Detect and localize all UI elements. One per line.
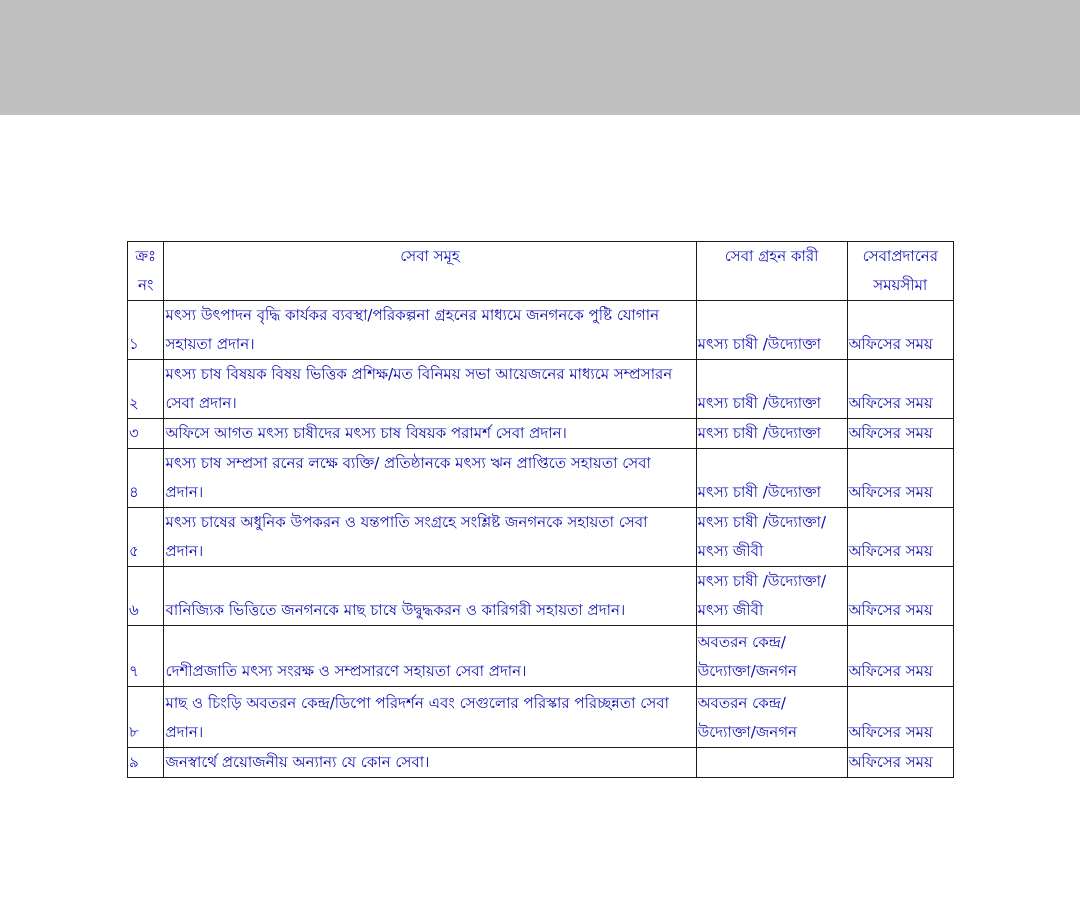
- receiver-text-line1: মৎস্য চাষী /উদ্যোক্তা/: [697, 513, 827, 531]
- table-row: [128, 508, 954, 567]
- table-row: [128, 301, 954, 360]
- table-header-row: [128, 242, 954, 301]
- table-row: [128, 748, 954, 778]
- receiver-cell: [696, 626, 847, 687]
- service-text-line1: মৎস্য চাষ বিষয়ক বিষয় ভিত্তিক প্রশিক্ষ/মত বিনিময় সভা আয়েজনের মাধ্যমে সম্প্রসারন: [165, 365, 673, 383]
- header-service-label: সেবা সমূহ: [400, 247, 460, 265]
- table-row: [128, 360, 954, 419]
- table-row: [128, 567, 954, 626]
- receiver-cell: [696, 419, 847, 449]
- receiver-text-line2: মৎস্য জীবী: [697, 542, 764, 560]
- service-cell: [164, 301, 696, 360]
- receiver-text-line1: মৎস্য চাষী /উদ্যোক্তা/: [697, 572, 827, 590]
- service-text-line2: প্রদান।: [165, 723, 204, 741]
- receiver-text-line1: অবতরন কেন্দ্র/: [697, 694, 786, 712]
- service-text-line2: অফিসে আগত মৎস্য চাষীদের মৎস্য চাষ বিষয়ক পরামর্শ সেবা প্রদান।: [165, 424, 567, 442]
- serial-cell: ২: [128, 360, 164, 419]
- header-time: [847, 242, 953, 301]
- service-text-line1: মৎস্য উৎপাদন বৃদ্ধি কার্যকর ব্যবস্থা/পরিকল্পনা গ্রহনের মাধ্যমে জনগনকে পুষ্টি যোগান: [165, 306, 660, 324]
- header-serial: [128, 242, 164, 301]
- service-text-line2: দেশীপ্রজাতি মৎস্য সংরক্ষ ও সম্প্রসারণে সহায়তা সেবা প্রদান।: [165, 662, 527, 680]
- receiver-text-line2: মৎস্য চাষী /উদ্যোক্তা: [697, 335, 821, 353]
- service-text-line2: সহায়তা প্রদান।: [165, 335, 255, 353]
- service-cell: [164, 687, 696, 748]
- header-serial-line2: নং: [138, 276, 154, 294]
- service-cell: [164, 567, 696, 626]
- service-text-line2: বানিজ্যিক ভিত্তিতে জনগনকে মাছ চাষে উদ্বুদ্ধকরন ও কারিগরী সহায়তা প্রদান।: [165, 601, 626, 619]
- receiver-cell: [696, 748, 847, 778]
- receiver-cell: [696, 508, 847, 567]
- receiver-cell: [696, 567, 847, 626]
- service-text-line2: প্রদান।: [165, 483, 204, 501]
- header-serial-line1: ক্রঃ: [135, 247, 157, 265]
- receiver-cell: [696, 301, 847, 360]
- table-row: [128, 626, 954, 687]
- services-table: [127, 241, 954, 778]
- service-text-line2: সেবা প্রদান।: [165, 394, 237, 412]
- receiver-text-line1: অবতরন কেন্দ্র/: [697, 633, 786, 651]
- serial-cell: ৩: [128, 419, 164, 449]
- service-cell: [164, 748, 696, 778]
- receiver-text-line2: মৎস্য চাষী /উদ্যোক্তা: [697, 394, 821, 412]
- receiver-cell: [696, 687, 847, 748]
- service-text-line2: জনস্বার্থে প্রয়োজনীয় অন্যান্য যে কোন সেবা।: [165, 753, 430, 771]
- time-cell: অফিসের সময়: [847, 508, 953, 567]
- header-receiver: [696, 242, 847, 301]
- service-text-line1: মৎস্য চাষ সম্প্রসা রনের লক্ষে ব্যক্তি/ প্রতিষ্ঠানকে মৎস্য ঋন প্রাপ্তিতে সহায়তা সেবা: [165, 454, 651, 472]
- service-text-line1: মৎস্য চাষের অধুনিক উপকরন ও যন্তপাতি সংগ্রহে সংশ্লিষ্ট জনগনকে সহায়তা সেবা: [165, 513, 648, 531]
- time-cell: অফিসের সময়: [847, 360, 953, 419]
- service-cell: [164, 508, 696, 567]
- service-cell: [164, 626, 696, 687]
- header-service: [164, 242, 696, 301]
- top-gray-band: [0, 0, 1080, 115]
- time-cell: অফিসের সময়: [847, 567, 953, 626]
- serial-cell: ৪: [128, 449, 164, 508]
- table-row: [128, 419, 954, 449]
- serial-cell: ১: [128, 301, 164, 360]
- serial-cell: ৮: [128, 687, 164, 748]
- header-receiver-label: সেবা গ্রহন কারী: [724, 247, 819, 265]
- service-cell: [164, 419, 696, 449]
- time-cell: অফিসের সময়: [847, 449, 953, 508]
- service-text-line2: প্রদান।: [165, 542, 204, 560]
- serial-cell: ৫: [128, 508, 164, 567]
- receiver-text-line2: উদ্যোক্তা/জনগন: [697, 723, 797, 741]
- receiver-cell: [696, 449, 847, 508]
- time-cell: অফিসের সময়: [847, 419, 953, 449]
- service-text-line1: মাছ ও চিংড়ি অবতরন কেন্দ্র/ডিপো পরিদর্শন এবং সেগুলোর পরিস্কার পরিচ্ছন্নতা সেবা: [165, 694, 669, 712]
- receiver-text-line2: মৎস্য চাষী /উদ্যোক্তা: [697, 424, 821, 442]
- citizen-charter-table-wrapper: [127, 241, 954, 778]
- time-cell: অফিসের সময়: [847, 687, 953, 748]
- header-time-line1: সেবাপ্রদানের: [862, 247, 938, 265]
- table-row: [128, 449, 954, 508]
- serial-cell: ৯: [128, 748, 164, 778]
- header-time-line2: সময়সীমা: [873, 276, 928, 294]
- service-cell: [164, 449, 696, 508]
- serial-cell: ৭: [128, 626, 164, 687]
- service-cell: [164, 360, 696, 419]
- receiver-text-line2: মৎস্য চাষী /উদ্যোক্তা: [697, 483, 821, 501]
- table-row: [128, 687, 954, 748]
- receiver-cell: [696, 360, 847, 419]
- time-cell: অফিসের সময়: [847, 748, 953, 778]
- time-cell: অফিসের সময়: [847, 301, 953, 360]
- serial-cell: ৬: [128, 567, 164, 626]
- time-cell: অফিসের সময়: [847, 626, 953, 687]
- receiver-text-line2: মৎস্য জীবী: [697, 601, 764, 619]
- receiver-text-line2: উদ্যোক্তা/জনগন: [697, 662, 797, 680]
